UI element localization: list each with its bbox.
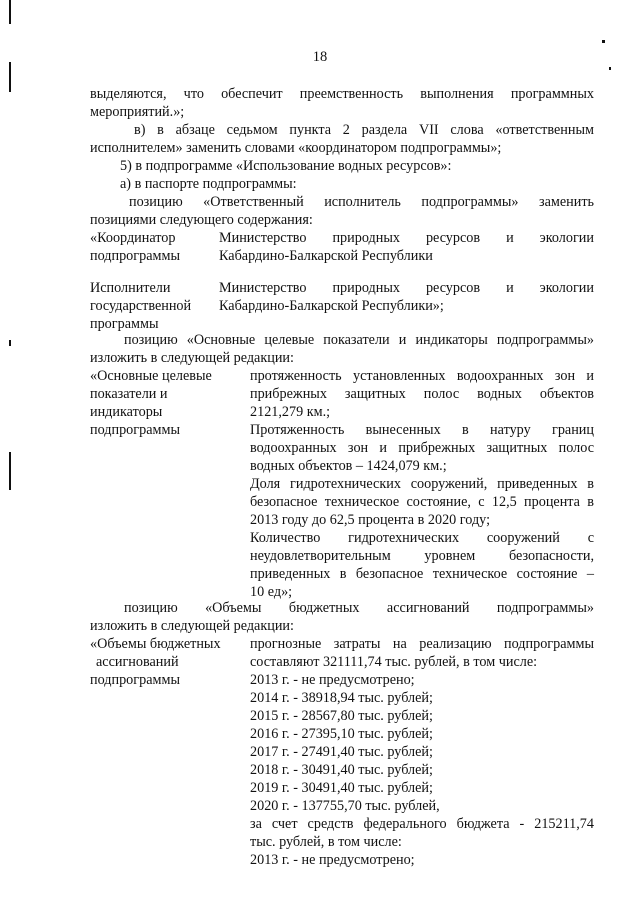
table-right-text: за счет средств федерального бюджета - 215211,74 — [250, 816, 594, 832]
table-right-text: 2019 г. - 30491,40 тыс. рублей; — [250, 780, 433, 796]
table-right-text: безопасное техническое состояние, с 12,5 процента в — [250, 494, 594, 510]
table-right-text: Доля гидротехнических сооружений, приведенных в — [250, 476, 594, 492]
table-right-text: 2020 г. - 137755,70 тыс. рублей, — [250, 798, 440, 814]
scan-edge-mark — [9, 0, 11, 24]
table-left-label: подпрограммы — [90, 248, 180, 264]
text-line: позицию «Ответственный исполнитель подпрограммы» заменить — [129, 194, 594, 210]
table-left-label: государственной — [90, 298, 192, 314]
table-left-label: подпрограммы — [90, 422, 180, 438]
text-line: мероприятий.»; — [90, 104, 185, 120]
table-right-text: 2017 г. - 27491,40 тыс. рублей; — [250, 744, 433, 760]
text-line: исполнителем» заменить словами «координатором подпрограммы»; — [90, 140, 502, 156]
text-line: изложить в следующей редакции: — [90, 350, 294, 366]
table-left-label: подпрограммы — [90, 672, 180, 688]
table-right-text: Протяженность вынесенных в натуру границ — [250, 422, 594, 438]
text-line: в) в абзаце седьмом пункта 2 раздела VII слова «ответственным — [134, 122, 594, 138]
text-line: а) в паспорте подпрограммы: — [120, 176, 297, 192]
table-right-text: Министерство природных ресурсов и экологии — [219, 230, 594, 246]
text-line: изложить в следующей редакции: — [90, 618, 294, 634]
table-right-text: неудовлетворительным уровнем безопасности, — [250, 548, 594, 564]
table-right-text: приведенных в безопасное техническое состояние – — [250, 566, 594, 582]
table-right-text: Кабардино-Балкарской Республики»; — [219, 298, 444, 314]
scan-edge-mark — [9, 452, 11, 490]
table-right-text: 2013 г. - не предусмотрено; — [250, 672, 415, 688]
table-left-label: ассигнований — [96, 654, 179, 670]
table-right-text: Количество гидротехнических сооружений с — [250, 530, 594, 546]
table-left-label: «Объемы бюджетных — [90, 636, 221, 652]
table-left-label: «Координатор — [90, 230, 176, 246]
table-right-text: 2016 г. - 27395,10 тыс. рублей; — [250, 726, 433, 742]
table-right-text: 10 ед»; — [250, 584, 293, 600]
table-right-text: 2014 г. - 38918,94 тыс. рублей; — [250, 690, 433, 706]
table-right-text: 2018 г. - 30491,40 тыс. рублей; — [250, 762, 433, 778]
table-right-text: 2013 году до 62,5 процента в 2020 году; — [250, 512, 491, 528]
text-line: позицию «Основные целевые показатели и индикаторы подпрограммы» — [124, 332, 594, 348]
text-line: выделяются, что обеспечит преемственность выполнения программных — [90, 86, 594, 102]
table-right-text: водоохранных зон и прибрежных защитных полос — [250, 440, 594, 456]
table-left-label: индикаторы — [90, 404, 163, 420]
page-number: 18 — [312, 49, 328, 65]
table-right-text: 2013 г. - не предусмотрено; — [250, 852, 415, 868]
table-right-text: Министерство природных ресурсов и экологии — [219, 280, 594, 296]
table-right-text: Кабардино-Балкарской Республики — [219, 248, 433, 264]
scan-edge-mark — [9, 340, 11, 346]
table-left-label: Исполнители — [90, 280, 171, 296]
table-right-text: 2121,279 км.; — [250, 404, 331, 420]
table-right-text: водных объектов – 1424,079 км.; — [250, 458, 447, 474]
table-right-text: прогнозные затраты на реализацию подпрограммы — [250, 636, 594, 652]
table-right-text: 2015 г. - 28567,80 тыс. рублей; — [250, 708, 433, 724]
table-right-text: составляют 321111,74 тыс. рублей, в том числе: — [250, 654, 538, 670]
scan-speck — [602, 40, 605, 43]
table-left-label: показатели и — [90, 386, 168, 402]
text-line: позициями следующего содержания: — [90, 212, 313, 228]
scan-speck — [609, 67, 611, 70]
text-line: позицию «Объемы бюджетных ассигнований подпрограммы» — [124, 600, 594, 616]
table-right-text: протяженность установленных водоохранных зон и — [250, 368, 594, 384]
table-left-label: программы — [90, 316, 159, 332]
table-right-text: тыс. рублей, в том числе: — [250, 834, 402, 850]
scan-edge-mark — [9, 62, 11, 92]
table-left-label: «Основные целевые — [90, 368, 212, 384]
table-right-text: прибрежных защитных полос водных объектов — [250, 386, 594, 402]
text-line: 5) в подпрограмме «Использование водных ресурсов»: — [120, 158, 452, 174]
